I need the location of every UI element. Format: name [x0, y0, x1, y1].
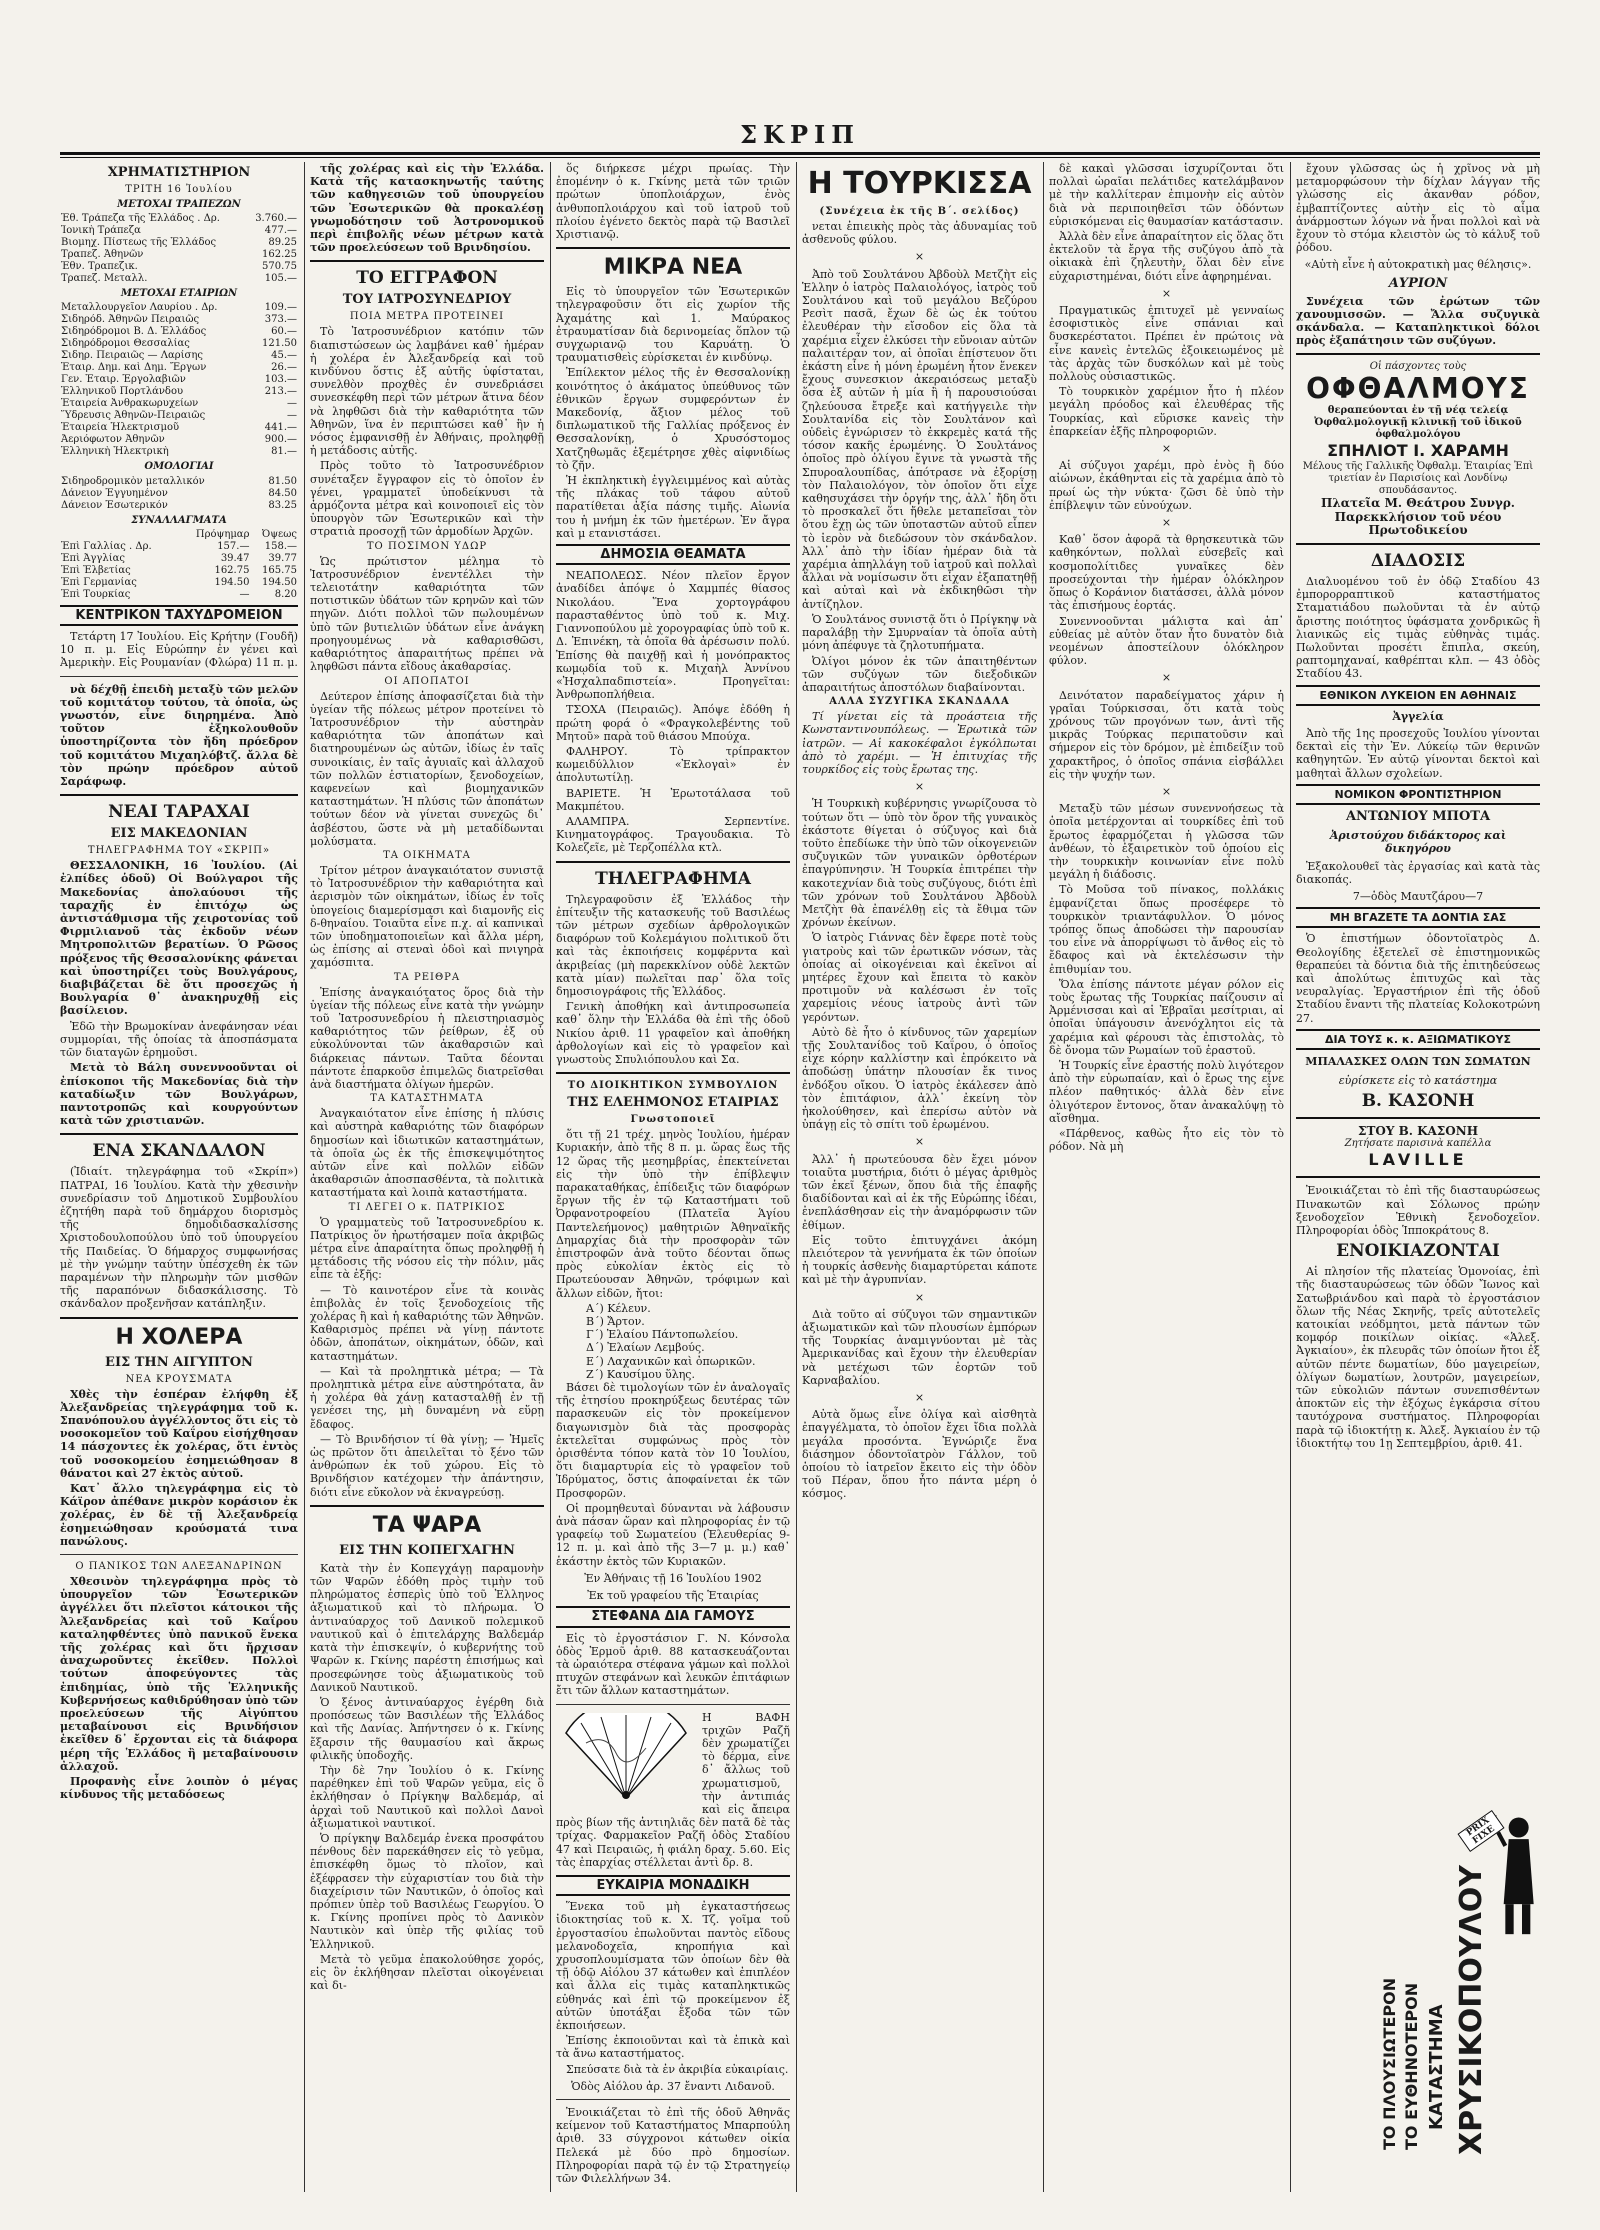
table-cell-name: Ἐθν. Τραπεζικ.: [61, 261, 138, 273]
article-text: — Τὸ καινοτέρον εἶνε τὰ κοινὰς ἐπιβολὰς ἐν τοῖς ξενοδοχείοις τῆς χολέρας ἢ καὶ ἡ καθαριότης τῶν Ἀθηνῶν. Καθαρισμὸς πρέπει νὰ γίνῃ πάντοτε ὁδῶν, ἀποπάτων, οἰκημάτων, ὁδῶν, καὶ καταστημάτων.: [310, 1283, 544, 1363]
notice-text: Βάσει δὲ τιμολογίων τῶν ἐν ἀναλογαῖς τῆς ἐτησίου προκηρύξεως δευτέρας τῶν παρασκευῶν εἰς τὸν προκείμενον διαγωνισμὸν διὰ τὰς προσφορὰς ἐκτελεῖται συμφώνως πρὸς τὸν ὁρισθέντα τόπον κατὰ τὸν 10 Ἰουλίου, ὅτι διαμαρτυρία εἰς τὸ γραφεῖον τοῦ Ἱδρύματος, ὅστις ἀποφαίνεται ἐκ τῶν Προσφορῶν.: [556, 1381, 790, 1500]
market-title: ΧΡΗΜΑΤΙΣΤΗΡΙΟΝ: [107, 165, 251, 180]
notice-text: Οἱ προμηθευταὶ δύνανται νὰ λάβουσιν ἀνὰ πάσαν ὥραν καὶ πληροφορίας ἐν τῷ γραφείῳ τοῦ Σωματείου (Ἐλευθερίας 9-12 π. μ. καὶ ἀπὸ τῆς 3—7 μ. μ.) καθ᾽ ἑκάστην ἐκτὸς τῶν Κυριακῶν.: [556, 1501, 790, 1568]
table-row: [60, 249, 298, 261]
subhead-posimo: ΤΟ ΠΟΣΙΜΟΝ ΥΔΩΡ: [366, 540, 488, 552]
ad-line: ΣΤΟΥ Β. ΚΑΣΟΝΗ: [1357, 1124, 1479, 1139]
divider: [60, 1133, 298, 1135]
article-text: Μεταξὺ τῶν μέσων συνεννοήσεως τὰ ὁποῖα μετέρχονται αἱ τουρκίδες ἐπὶ τοῦ ἔρωτος ἐφαρμόζεται ἡ γλῶσσα τῶν ἀνθέων, τὸ ἐξαιρετικὸν τοῦ ὁποίου εἰς τὴν τουρκικὴν κοινωνίαν εἶνε πολὺ μεγάλη ἡ διάδοσις.: [1049, 802, 1284, 882]
table-cell-value: —: [287, 398, 297, 410]
table-row: [60, 237, 298, 249]
table-row: [60, 410, 298, 422]
list-item: Δ΄) Ἐλαίων Λεμβούς.: [586, 1341, 705, 1355]
masthead: [60, 120, 1540, 150]
table-cell-name: Σιδηρόδρομοι Β. Δ. Ἑλλάδος: [61, 326, 207, 338]
divider: [60, 794, 298, 796]
headline-eukairia: ΕΥΚΑΙΡΙΑ ΜΟΝΑΔΙΚΗ: [556, 1875, 790, 1896]
table-cell-name: Ἑλληνικοῦ Πορτλάνδου: [61, 386, 184, 398]
table-row: [60, 386, 298, 398]
headline-telegram: ΤΗΛΕΓΡΑΦΗΜΑ ΤΟΥ «ΣΚΡΙΠ»: [87, 845, 271, 857]
divider: [1296, 353, 1540, 355]
subhead-apopatoi: ΟΙ ΑΠΟΠΑΤΟΙ: [384, 675, 470, 687]
list-item: Β΄) Ἄρτον.: [586, 1315, 645, 1329]
fan-illustration: [556, 1713, 696, 1803]
article-text: Μετὰ τὸ γεῦμα ἐπακολούθησε χορός, εἰς ὃν ἐκλήθησαν πλεῖσται οἰκογένειαι καὶ δι-: [310, 1952, 544, 1993]
article-text: Τηλεγραφοῦσιν ἐξ Ἑλλάδος τὴν ἐπίτευξιν τῆς κατασκευῆς τοῦ Βασιλέως τῶν μέτρων σχεδίων ἀρθρολογικῶν διαφόρων τοῦ Κολεμάγιου πολιτικοῦ ὅτι καὶ τὰς ἐκποιήσεις κομφέρντα καὶ ἀκριβείας (μὴ παρεκκλίνον οὐδὲ λεκτῶν κατὰ μίαν) πωλεῖται παρ᾽ ὅλα τοῖς δημοσιογράφοις τῆς Ἑλλάδος.: [556, 892, 790, 998]
divider: [60, 1317, 298, 1319]
ad-text: Ἐπίσης ἐκποιοῦνται καὶ τὰ ἐπικὰ καὶ τὰ ἄνω καταστήματος.: [556, 2034, 790, 2061]
article-text: Ἀλλὰ δὲν εἶνε ἀπαραίτητον εἰς ὅλας ὅτι ἐκτελοῦν τὰ ἔργα τῆς συζύγου ἀπὸ τὰ οἰκιακὰ ἐπὶ ζηλευτὴν, ὅλαι δὲν εἶνε εὐχαριστημέναι, διότι εἶνε ἀφηρημέναι.: [1049, 230, 1284, 283]
table-cell-value: 89.25: [268, 237, 297, 249]
table-row: [60, 476, 298, 488]
ad-text: Ἕνεκα τοῦ μὴ ἐγκαταστήσεως ἰδιοκτησίας τοῦ κ. Χ. Τζ. γοῖμα τοῦ ἐργοστασίου ἐπωλοῦνται παντὸς εἴδους μελανοδοχεῖα, κηροπήγια καὶ χρυσοπλουμίσματα τῶν ὁποίων δὲν θὰ τῇ ὁδῷ Αἰόλου 37 κάτωθεν καὶ ἐπιπλέον καὶ ἄλλα εἰς τιμὰς καταπληκτικῶς εὐθηνάς καὶ ἐπὶ τῷ προκείμενον ἐξ αὐτῶν ὑποτάξαι ἔξοδα τῶν τῶν ἐκποιήσεων.: [556, 1900, 790, 2032]
subhead-katastimata: ΤΑ ΚΑΤΑΣΤΗΜΑΤΑ: [370, 1093, 484, 1105]
post-text: Τετάρτη 17 Ἰουλίου. Εἰς Κρήτην (Γουδῆ) 10 π. μ. Εἰς Εὐρώπην ἐν γένει καὶ Ἀμερικὴν. Εἰς Ρουμανίαν (Φλώρα) 11 π. μ.: [60, 630, 298, 670]
headline-avrion: ΑΥΡΙΟΝ: [1388, 275, 1448, 291]
table-cell-name: Ἑταιρεία Ἠλεκτρισμοῦ: [61, 422, 180, 434]
table-row: [60, 565, 298, 577]
table-row: [60, 446, 298, 458]
table-cell-value: —: [239, 588, 250, 600]
column-divider: [1043, 162, 1044, 2192]
section-companies: ΜΕΤΟΧΑΙ ΕΤΑΙΡΙΩΝ: [120, 288, 238, 300]
article-text: Ὁ ἰατρὸς Γιάννας δὲν ἔφερε ποτὲ τοὺς γιατροὺς καὶ τῶν ἐρωτικῶν νόσων, τὰς ὁποίας αἱ οἰκογένειαι καὶ ἐκεῖνοι αἱ μητέρες ἔχουν καὶ ἔπειτα τὸ κακὸν προτιμοῦν νὰ καλέσωσι ἐν τοῖς χαρεμίοις νέους ἰατροὺς ἀντὶ τῶν γερόντων.: [802, 931, 1037, 1024]
table-row: [60, 350, 298, 362]
headline-mi-vgazete: ΜΗ ΒΓΑΖΕΤΕ ΤΑ ΔΟΝΤΙΑ ΣΑΣ: [1296, 907, 1540, 928]
article-text: Συνέχεια τῶν ἐρώτων τῶν χανουμισσῶν. — Ἄλλα συζυγικὰ σκάνδαλα. — Καταπληκτικοὶ δόλοι πρὸς ἐξαπάτησιν τῶν συζύγων.: [1296, 294, 1540, 348]
article-text: Ἐπίλεκτον μέλος τῆς ἐν Θεσσαλονίκῃ κοινότητος ὁ ἀκάματος ὑπεύθυνος τῶν ἐθνικῶν ἔργων συμφερόντων ἐν Μακεδονίᾳ, ἄξιον μέλος τοῦ διπλωματικοῦ τῆς Γαλλίας πρόξενος ἐν Θεσσαλονίκῃ, ὁ Χρυσόστομος Χατζηθωμᾶς ἐξεμέτρησε χθὲς αἰφνιδίως τὸ ζῆν.: [556, 366, 790, 472]
table-cell-name: Βιομηχ. Πίστεως τῆς Ἑλλάδος: [61, 237, 217, 249]
table-row: [60, 314, 298, 326]
article-text: ΤΣΟΧΑ (Πειραιῶς). Ἀπόψε ἐδόθη ἡ πρώτη φορά ὁ «Φραγκολεβέντης τοῦ Μητοῦ» παρὰ τοῦ θιάσου Μπούχα.: [556, 703, 790, 743]
table-row: [60, 488, 298, 500]
section-mark: ×: [1161, 671, 1172, 685]
ad-text: Εἰς τὸ ἐργοστάσιον Γ. Ν. Κόνσολα ὁδὸς Ἑρμοῦ ἀριθ. 88 κατασκευάζονται τὰ ὡραιότερα στέφανα γάμων καὶ πολλοὶ πτυχῶν στεφάνων καὶ λευκῶν ἐπιτάφιων ἔτι τῶν ἄλλων καταστημάτων.: [556, 1631, 790, 1698]
headline-axiomatikous: ΔΙΑ ΤΟΥΣ κ. κ. ΑΞΙΩΜΑΤΙΚΟΥΣ: [1296, 1029, 1540, 1050]
ad-line: Μέλους τῆς Γαλλικῆς Ὀφθαλμ. Ἑταιρίας Ἐπὶ τριετίαν ἐν Παρισίοις καὶ Λονδίνῳ σπουδάσαντος.: [1302, 461, 1534, 497]
quote: «Αὐτὴ εἶνε ἡ αὐτοκρατικὴ μας θέλησις».: [1304, 258, 1532, 272]
table-cell-value: 39.47: [220, 552, 250, 564]
article-text: Κατὰ τὴν ἐν Κοπεγχάγῃ παραμονὴν τῶν Ψαρῶν ἐδόθη πρὸς τιμὴν τοῦ πληρώματος ἑσπερὶς ὑπὸ τοῦ Ἑλληνος ἀξιωματικοῦ καὶ τὸ πλήρωμα. Ὁ ἀντιναύαρχος τοῦ Δανικοῦ πολεμικοῦ ναυτικοῦ καὶ ὁ ἐπιτελάρχης Βαλδεμάρ κατὰ τὴν ἐπισκεψίν, ὁ κυβερνήτης τοῦ Ψαρῶν κ. Γκίνης παρέστη ἐπισήμως καὶ προσεφώνησε τοὺς ἀξιωματικοὺς τοῦ Δανικοῦ Ναυτικοῦ.: [310, 1561, 544, 1694]
table-row: [60, 541, 298, 553]
ad-brand: ΧΡΥΣΙΚΟΠΟΥΛΟΥ: [1454, 1864, 1489, 2155]
table-cell-value: 81.—: [271, 446, 297, 458]
article-text: δὲ κακαὶ γλῶσσαι ἰσχυρίζονται ὅτι πολλαὶ ὡραῖαι πελάτιδες κατελάμβανον μὲ τὴν καλλίτεραν ἐπιμονὴν εἰς αὐτὸν διὰ νὰ περιποιηθεῖσι τῶν ὀδόντων εὑρισκόμεναι εἰς θαυμασίαν κατάστασιν.: [1049, 162, 1284, 228]
table-cell-name: Ἐπὶ Τουρκίας: [61, 588, 131, 600]
ad-line: Ἀριστούχου διδάκτορος καὶ δικηγόρου: [1329, 829, 1507, 856]
post-title: ΚΕΝΤΡΙΚΟΝ ΤΑΧΥΔΡΟΜΕΙΟΝ: [60, 605, 298, 626]
headline-diadosis: ΔΙΑΔΟΣΙΣ: [1370, 551, 1466, 572]
column-1: [60, 162, 298, 2192]
chrysikopoulos-ad: [1380, 1800, 1540, 2160]
table-cell-value: 570.75: [262, 261, 297, 273]
ad-text: Ἀπὸ τῆς 1ης προσεχοῦς Ἰουλίου γίνονται δεκταὶ εἰς τὴν Ἐν. Λύκείῳ τῶν θερινῶν καθηγητῶν. Ἐν αὐτῷ γίνονται δεκτοὶ καὶ μαθηταὶ ἄλλων σχολείων.: [1296, 727, 1540, 780]
ad-doctor-name: ΣΠΗΛΙΟΤ Ι. ΧΑΡΑΜΗ: [1327, 441, 1509, 461]
article-text: Γενικὴ ἀποθήκη καὶ ἀντιπροσωπεία καθ᾽ ὅλην τὴν Ἑλλάδα θὰ ἐπὶ τῆς ὁδοῦ Νικίου ἀριθ. 11 γραφεῖον καὶ ἀποθήκη ἀρθολογίων καὶ εἰς τὸ γραφεῖον καὶ γνωστοὺς Σπυλιόπουλου καὶ Σα.: [556, 1000, 790, 1066]
ad-text: Η ΒΑΦΗ τριχῶν Ραζῆ δὲν χρωματίζει τὸ δέρμα, εἶνε δ᾽ ἄλλως τοῦ χρωματισμοῦ, τὴν ἀντιπιάς καὶ εἰς ἄπειρα πρὸς βίων τῆς ἀντιηλιᾶς δὲν πατᾶ δὲ τὰς τρίχας. Φαρμακεῖον Ραζῆ ὁδὸς Σταδίου 47 καὶ Πειραιῶς, ἡ φιάλη δραχ. 5.60. Εἰς τὰς ἐπαρχίας στέλλεται ἀντὶ δρ. 8.: [556, 1710, 790, 1869]
ad-headline: ΟΦΘΑΛΜΟΥΣ: [1306, 372, 1530, 406]
laville-ad: [1296, 1125, 1540, 1170]
list-item: Α΄) Κέλευν.: [586, 1301, 651, 1315]
article-text: ΒΑΡΙΕΤΕ. Ἡ Ἐρωτοτάλασα τοῦ Μακμπέτου.: [556, 786, 790, 813]
ad-address: Πλατεῖα Μ. Θεάτρου Συνγρ. Παρεκκλήσιον τοῦ νέου Πρωτοδικείου: [1321, 496, 1515, 537]
table-cell-name: Γεν. Ἑταιρ. Ἐργολαβιῶν: [61, 374, 186, 386]
table-cell-value: 39.77: [268, 552, 297, 564]
article-text: Εἰς τοῦτο ἐπιτυγχάνει ἀκόμη πλειότερον τὰ γεννήματα ἐκ τῶν ὁποίων ἡ τουρκίς ἀσθενὴς διαμαρτύρεται κάποτε καὶ μὲ τὴν ἀγρυπνίαν.: [802, 1233, 1037, 1287]
article-text: Ὡς πρώτιστον μέλημα τὸ Ἰατροσυνέδριον ἐνεντέλλει τὴν τελειοτάτην καθαριότητα τῶν ποτιστικῶν ὑδάτων τῶν κρηνῶν καὶ τῶν πηγῶν. Διότι πολλοὶ τῶν πωλουμένων ὑπὸ τῶν βυτιελιῶν ὑδάτων εἶνε ἀνάγκη προηγουμένως νὰ καθαρισθῶσι, καθαριότητος ἀπαραιτήτως πρέπει νὰ ληφθῶσι πάντα εἴδους ἀκαθαρσίας.: [310, 554, 544, 674]
headline-synexeia: (Συνέχεια ἐκ τῆς Β΄. σελίδος): [819, 206, 1020, 217]
notice-text: ὅτι τῇ 21 τρέχ. μηνὸς Ἰουλίου, ἡμέραν Κυριακήν, ἀπὸ τῆς 8 π. μ. ὥρας ἕως τῆς 12 ὥρας τῆς μεσημβρίας, ἐπεκτείνεται εἰς τὴν ὑπὸ τὴν ἐπίβλεψιν παρακαταθήκας, ἐπίδειξις τῶν διαφόρων ἔργων τῆς ἐν τῷ Καταστήματι τοῦ Ὀρφανοτροφείου (Πλατεῖα Ἁγίου Παντελεήμονος) μαθητριῶν Ἀθηναϊκῆς Δημαρχίας διὰ τὴν προσφορὰν τῶν ἐπιστροφῶν ἀνὰ τοῦτο δέονται ὅπως πρὸς εὐκολίαν ἐκτὸς εἰς τὸ Πρωτεύουσαν Ἀθηνῶν, τρόφιμων καὶ ἄλλων εἰδῶν, ἤτοι:: [556, 1128, 790, 1300]
ad-text: Διαλυομένου τοῦ ἐν ὁδῷ Σταδίου 43 ἐμπορορραπτικοῦ καταστήματος Σταματιάδου πωλοῦνται τὰ ἐν αὐτῷ ἄριστης ποιότητος ὑφάσματα χονδρικῶς ἢ λιανικῶς εἰς τιμὰς εὐθηνὰς τιμάς. Πωλοῦνται προσέτι ἔπιπλα, σκεύη, ραπτομηχαναί, καθρέπται κλπ. — 43 ὁδὸς Σταδίου 43.: [1296, 575, 1540, 681]
divider: [556, 1072, 790, 1074]
article-text: Τί γίνεται εἰς τὰ προάστεια τῆς Κωνσταντινουπόλεως. — Ἐρωτικὰ τῶν ἰατρῶν. — Αἱ κακοκέφαλοι ἐγκόλπωται ἀπὸ τὸ χαρέμι. — Ἡ ἐπιτυχίας τῆς τουρκίδος εἰς τοὺς ἔρωτας της.: [802, 710, 1037, 776]
article-text: ὅς διήρκεσε μέχρι πρωίας. Τὴν ἐπομένην ὁ κ. Γκίνης μετὰ τῶν τριῶν πρώτων ὑποπλοιάρχων, ἐνὸς ἀνθυποπλοιάρχου καὶ τοῦ ἰατροῦ τοῦ πλοίου ἐγένετο δεκτὸς παρὰ τῷ Βασιλεῖ Χριστιανῷ.: [556, 162, 790, 242]
ad-address: Ὁδὸς Αἰόλου ἀρ. 37 ἔναντι Λιδανοῦ.: [571, 2079, 775, 2093]
headline-makedonia: ΕΙΣ ΜΑΚΕΔΟΝΙΑΝ: [110, 826, 248, 842]
headline-gnostopoiei: Γνωστοποιεῖ: [630, 1114, 716, 1126]
table-cell-value: 373.—: [264, 314, 297, 326]
article-text: ΘΕΣΣΑΛΟΝΙΚΗ, 16 Ἰουλίου. (Αἱ ἐλπίδες ὁδοῦ) Οἱ Βούλγαροι τῆς Μακεδονίας ἀπολαύουσι τῆς ταραχῆς ἐν ἐπιτόχῳ ὡς ἀντιστάθμισμα τῆς χειροτονίας τοῦ Φιρμιλιανοῦ τὰς ἐκδοῦν νέων Μητροπολιτῶν βερατίων. Ὁ Ρῶσος πρόξενος τῆς Θεσσαλονίκης φάνεται καὶ ὑποστηρίζει τοὺς Βουλγάρους, διαβιβάζεται δὲ ὅτι προσεχῶς ἡ Βουλγαρία θ᾽ ἀνακηρυχθῇ εἰς βασίλειον.: [60, 859, 298, 1018]
article-text: ἔχουν γλῶσσας ὡς ἡ χρῖνος νὰ μὴ μεταμορφώσουν τὴν δίχλαν λάγγαν τῆς γλώσσης εἰς ἀκανθαν ρόδον, ἐμβαπτίζοντες αὐτὴν εἰς τὸ αἷμα ἀνάρμοστων λόγων νὰ ἧναι πολλοὶ καὶ νὰ ἔχουν τὸ στόμα κλειστὸν ὡς τὸ κάλυξ τοῦ ῥόδου.: [1296, 162, 1540, 255]
headline-eggrafon: ΤΟ ΕΓΓΡΑΦΟΝ: [356, 268, 498, 289]
table-cell-name: Δάνειον Ἐσωτερικόν: [61, 499, 168, 511]
article-text: Αἱ σύζυγοι χαρέμι, πρὸ ἑνὸς ἢ δύο αἰώνων, ἐκάθηνται εἰς τὰ χαρέμια ἀπὸ τὸ πρωί ὡς τὴν νύκτα· ζῶσι δὲ ὑπὸ τὴν ἐπίβλεψιν τῶν εὐνούχων.: [1049, 459, 1284, 512]
subhead-reithra: ΤΑ ΡΕΙΘΡΑ: [393, 971, 461, 983]
column-6: [1296, 162, 1540, 1792]
article-text: Εἰς τὸ ὑπουργεῖον τῶν Ἐσωτερικῶν τηλεγραφοῦσιν ὅτι εἰς χωρίον τῆς Ἀχαμάτης καὶ 1. Μαύρακος ἐτραυματίσαν διὰ δερινομείας ὅπλον τῷ συγχωριανῷ του Καρυάτῃ. Ὁ τραυματισθεὶς εὑρίσκεται ἐν κινδύνῳ.: [556, 285, 790, 365]
section-mark: ×: [1161, 286, 1172, 300]
masthead-title: ΣΚΡΙΠ: [740, 120, 860, 149]
table-row: [60, 398, 298, 410]
article-text: Τὴν δὲ 7ην Ἰουλίου ὁ κ. Γκίνης παρέθηκεν ἐπὶ τοῦ Ψαρῶν γεῦμα, εἰς ὃ ἐκλήθησαν ὁ Πρίγκηψ Βαλδεμάρ, αἱ ἀρχαὶ τοῦ Ναυτικοῦ καὶ πολλοὶ Δανοὶ ἀξιωματικοὶ ναυτικοί.: [310, 1763, 544, 1830]
headline-stefana: ΣΤΕΦΑΝΑ ΔΙΑ ΓΑΜΟΥΣ: [556, 1606, 790, 1627]
column-divider: [796, 162, 797, 2192]
divider: [556, 861, 790, 863]
table-row: [60, 213, 298, 225]
article-text: Δεινότατον παραδείγματος χάριν ἡ γραῖαι Τούρκισσαι, ὅτι κατὰ τοὺς χρόνους τῶν προγόνων των, ἀντὶ τῆς μικρᾶς Τούρκας περιπατοῦσιν καὶ σήμερον εἰς τὸν δρόμον, μὲ ἐπιδείξιν τοῦ χαρακτῆρος, ὁ ὁποῖος σπάνια εἰσβάλλει εἰς τὴν ψυχήν των.: [1049, 688, 1284, 781]
ad-text: Αἱ πλησίον τῆς πλατείας Ὁμονοίας, ἐπὶ τῆς διασταυρώσεως τῶν ὁδῶν Ἴωνος καὶ Σατωβριάνδου καὶ παρὰ τὸ ἐργοστάσιον ὅλων τῆς Νέας Σκηνῆς, τρεῖς αὐτοτελεῖς κατοικίαι νεόδμητοι, μετὰ πάντων τῶν κομφόρ ποικίλων οἰκίας. «Ἁλεξ. Ἀγκιαίου», ἐκ πλευρᾶς τῶν ὁποίων ἤτοι ἐξ αὐτῶν πέντε δωματίων, δύο μαγειρείων, ὀλίγων δωματίων, λουτρῶν, μαγειρείων, τῶν εὐκολιῶν πάντων συνεπισθέντων ἀποκτῶν εἰς τὴν ἐξόχως ἐγκάρσια σίτου ταυτόχρονα συστήματος. Πληροφορίαι παρὰ τῷ ἰδιοκτήτῃ κ. Ἀλεξ. Ἀγκιαίου ἐν τῷ ἰδιοκτήτῳ του 1ῃ Σεπτεμβρίου, ἀριθ. 41.: [1296, 1265, 1540, 1450]
masthead-rule: [60, 152, 1540, 155]
table-cell-value: 60.—: [271, 326, 297, 338]
column-5: [1049, 162, 1284, 2192]
fx-header: Ὀψεως: [262, 528, 297, 540]
headline-mpota: ΑΝΤΩΝΙΟΥ ΜΠΟΤΑ: [1345, 809, 1491, 825]
article-text: — Καὶ τὰ προληπτικὰ μέτρα; — Τὰ προληπτικὰ μέτρα εἶνε αὐστηρότατα, ἂν ἡ χολέρα θὰ χάνῃ κατασταλθῇ ἐν τῇ γενέσει της, μὴ δυναμένη νὰ εὕρῃ ἔδαφος.: [310, 1364, 544, 1431]
column-4: [802, 162, 1037, 2192]
table-cell-name: Ἐπὶ Ἀγγλίας: [61, 552, 125, 564]
ad-text: Ὁ ἐπιστήμων ὀδοντοϊατρὸς Δ. Θεολογίδης ἐξετελεῖ σὲ ἐπιστημονικῶς θεραπεύει τὰ δόντια διὰ τῆς ἐπιτηδεύσεως καὶ ἀπολύτως ἐπιτυχῶς καὶ τὰς νευραλγίας. Ἐργαστήριον ἐπὶ τῆς ὁδοῦ Σταδίου ἔναντι τῆς πλατείας Κολοκοτρώνη 27.: [1296, 932, 1540, 1025]
table-cell-value: 158.—: [264, 540, 297, 552]
column-divider: [550, 162, 551, 2192]
article-text: Κατ᾽ ἄλλο τηλεγράφημα εἰς τὸ Κάϊρον ἀπέθανε μικρὸν κοράσιον ἐκ χολέρας, ἐν δὲ τῇ Ἀλεξανδρείᾳ ἐσημειώθησαν κρούσματά τινα πανώλους.: [60, 1481, 298, 1548]
table-row: [60, 261, 298, 273]
divider: [60, 1554, 298, 1555]
supplies-list: [556, 1302, 790, 1381]
ad-line: ΚΑΤΑΣΤΗΜΑ: [1426, 2004, 1447, 2130]
table-cell-value: 8.20: [274, 588, 297, 600]
table-cell-name: Τραπεζ. Ἀθηνῶν: [61, 249, 144, 261]
headline-kasoni: Β. ΚΑΣΟΝΗ: [1361, 1091, 1475, 1112]
headline-poia-metra: ΠΟΙΑ ΜΕΤΡΑ ΠΡΟΤΕΙΝΕΙ: [349, 311, 505, 323]
headline-panikos: Ο ΠΑΝΙΚΟΣ ΤΩΝ ΑΛΕΞΑΝΔΡΙΝΩΝ: [75, 1560, 283, 1572]
fx-table: [60, 529, 298, 601]
table-cell-name: Ἐπὶ Ἑλβετίας: [61, 564, 131, 576]
headline-lykeion: ΕΘΝΙΚΟΝ ΛΥΚΕΙΟΝ ΕΝ ΑΘΗΝΑΙΣ: [1296, 685, 1540, 706]
table-cell-value: 194.50: [262, 576, 297, 588]
article-text: Διὰ τοῦτο αἱ σύζυγοι τῶν σημαντικῶν ἀξιωματικῶν καὶ τῶν πλουσίων ἐμπόρων τῆς Τουρκίας ἀναμιγνύονται μὲ τὰς Ἀμερικανίδας καὶ ἔχουν τὴν ἐλευθερίαν νὰ μετέχωσι τῶν ἑορτῶν τοῦ Καρναβαλίου.: [802, 1307, 1037, 1387]
bank-shares-table: [60, 213, 298, 285]
article-text: Αὐτὰ ὅμως εἶνε ὀλίγα καὶ αἰσθητὰ ἐπαγγέλματα, τὸ ὁποῖον ἔχει ἴδια πολλὰ μεγάλα προσόντα. Ἐγνώριζε ἕνα διάσημον ὀδοντοϊατρὸν Γάλλον, τοῦ ὁποίου τὸ ἰατρεῖον ἔκειτο εἰς τὴν ὁδὸν τοῦ Πέραν, ὅπου ἦτο πάντα μέρη ὁ κόσμος.: [802, 1408, 1037, 1501]
article-text: Ὁ ξένος ἀντιναύαρχος ἐγέρθη διὰ προπόσεως τῶν Βασιλέων τῆς Ἑλλάδος καὶ τῆς Δανίας. Ἀπήντησεν ὁ κ. Γκίνης ἔξαρσιν τῆς θαυμασίου καὶ ἄκρως φιλικῆς ὑποδοχῆς.: [310, 1695, 544, 1762]
ad-line: ΤΟ ΕΥΘΗΝΟΤΕΡΟΝ: [1402, 1982, 1421, 2150]
headline-eleimonos: ΤΗΣ ΕΛΕΗΜΟΝΟΣ ΕΤΑΙΡΙΑΣ: [567, 1095, 779, 1111]
article-text: Αὐτὸ δὲ ἦτο ὁ κίνδυνος τῶν χαρεμίων τῆς Σουλτανίδος τοῦ Καΐρου, ὁ ὁποῖος εἶχε κόρην καλλίστην καὶ ἐπρόκειτο νὰ ἀποδώσῃ ὑπάτην πλουσίαν ἔκ τινος ἐνδόξου οἴκου. Ὁ ἰατρὸς ἐκάλεσεν ἀπὸ τὸν ἐπιτάφιον, ἀλλ᾽ ἐκείνη τὸν ἠκολούθησεν, καὶ ἐπερίσω αὐτὸν νὰ ὑπάγῃ εἰς τὸ σπίτι τοῦ ἐρωμένου.: [802, 1025, 1037, 1132]
divider: [1296, 543, 1540, 545]
section-mark: ×: [1161, 784, 1172, 798]
article-text: Τὸ Ἰατροσυνέδριον κατόπιν τῶν διαπιστώσεων ὡς λαμβάνει καθ᾽ ἡμέραν ἡ χολέρα ἐν Ἀλεξανδρείᾳ καὶ τοῦ κινδύνου ὅστις ἐξ αὐτῆς ὑφίσταται, συνελθὸν προχθὲς ἐν συνεδριάσει συνεσκέφθη περὶ τῶν μέτρων ἅτινα δέον νὰ ληφθῶσι διὰ τὴν καθαριότητα τῶν Ἀθηνῶν, ἵνα ἐν περιπτώσει καθ᾽ ἣν ἡ νόσος ἐμφανισθῇ ἐν Ἀθήναις, προληφθῇ ἡ μετάδοσις αὐτῆς.: [310, 325, 544, 458]
loans-table: [60, 476, 298, 512]
table-row: [60, 500, 298, 512]
table-cell-value: 81.50: [268, 475, 297, 487]
article-text: Πραγματικῶς ἐπιτυχεῖ μὲ γενναίως ἐσοφιστικὸς εἶνε σπάνιαι καὶ δυσκερέστατοι. Πρέπει ἐν πρώτοις νὰ εἶνε κανεὶς ἐντελῶς ἐξοικειωμένος μὲ τὰς ἀρχὰς τῶν δυσκόλων καὶ μὲ τοὺς πολλοὺς οὐσιαστικῶς.: [1049, 304, 1284, 384]
subhead-alla-skandala: ΑΛΛΑ ΣΥΖΥΓΙΚΑ ΣΚΑΝΔΑΛΑ: [829, 696, 1010, 708]
table-cell-value: 900.—: [264, 434, 297, 446]
ad-text: Ἐνοικιάζεται τὸ ἐπὶ τῆς ὁδοῦ Ἀθηνᾶς κείμενον τοῦ Καταστήματος Μπαρπούλη ἀριθ. 33 σύγχρονοι κάτωθεν οἰκία Πελεκά μὲ δύο πρὸ δημοσίων. Πληροφορίαι παρὰ τῷ ἐν τῷ Στρατηγείῳ τῶν Φιλελλήνων 34.: [556, 2106, 790, 2186]
article-text: Ὀλίγοι μόνον ἐκ τῶν ἀπαιτηθέντων τῶν συζύγων τῶν διεξοδικῶν ἀπαραιτήτως ἀποστόλων διαβαίνονται.: [802, 654, 1037, 694]
article-text: Ὁ γραμματεὺς τοῦ Ἰατροσυνεδρίου κ. Πατρίκιος ὅν ἠρωτήσαμεν ποῖα ἀκριβῶς μέτρα εἶνε ἀπαραίτητα ὅπως προληφθῇ ἡ μετάδοσις τῆς νόσου εἰς τὴν πόλιν, μᾶς εἶπε τὰ ἑξῆς:: [310, 1215, 544, 1282]
table-row: [60, 362, 298, 374]
table-cell-value: 105.—: [264, 273, 297, 285]
table-cell-value: 45.—: [271, 350, 297, 362]
table-row: [60, 225, 298, 237]
headline-kopegxagi: ΕΙΣ ΤΗΝ ΚΟΠΕΓΧΑΓΗΝ: [339, 1542, 515, 1558]
table-cell-value: —: [287, 410, 297, 422]
table-cell-value: 121.50: [262, 338, 297, 350]
table-cell-value: 162.75: [214, 564, 250, 576]
section-mark: ×: [914, 250, 925, 264]
headline-neai-taraxai: ΝΕΑΙ ΤΑΡΑΧΑΙ: [108, 802, 250, 823]
divider: [556, 1704, 790, 1705]
table-cell-name: Ὕδρευσις Ἀθηνῶν-Πειραιῶς: [61, 410, 206, 422]
table-cell-value: 157.—: [217, 540, 250, 552]
ad-line: Οἱ πάσχοντες τοὺς: [1369, 361, 1467, 373]
table-cell-value: 84.50: [268, 487, 297, 499]
table-cell-name: Ἐπὶ Γαλλίας . Δρ.: [61, 540, 152, 552]
article-text: Ὅλα ἐπίσης πάντοτε μέγαν ρόλον εἰς τοὺς ἔρωτας τῆς Τουρκίας παίζουσιν αἱ Ἀρμένισσαι καὶ αἱ Ἑβραῖαι μεσίτριαι, αἱ ὁποῖαι ὑπάγουσιν ἀνενόχλητοι εἰς τὰ χαρέμια καὶ φέρουσι τὰς ἐπιστολὰς, τὸ δὲ ὄνομα τῶν Ρωμαίων τοῦ ἐραστοῦ.: [1049, 977, 1284, 1057]
article-text: «Πάρθενος, καθὼς ἦτο εἰς τὸν τὸ ρόδον. Νὰ μὴ: [1049, 1127, 1284, 1154]
article-text: (Ἰδιαίτ. τηλεγράφημα τοῦ «Σκρίπ») ΠΑΤΡΑΙ, 16 Ἰουλίου. Κατὰ τὴν χθεσινὴν συνεδρίασιν τοῦ Δημοτικοῦ Συμβουλίου ἐζητήθη παρὰ τοῦ δημάρχου διορισμὸς τῆς δημοδιδασκαλίσσης Χριστοδουλοπούλου ὑπὸ τοῦ ὑπουργείου τῆς Παιδείας. Ὁ δήμαρχος συμφωνήσας μὲ τὴν γνώμην ταύτην ὑπέσχεθη ἐκ τῶν παραμένων τὴν πληρωμὴν τῶν μισθῶν τῆς παραπόνων διδασκάλισσης. Τὸ σκάνδαλον προξενῆσαν κατάπληξιν.: [60, 1165, 298, 1311]
table-cell-name: Ἀεριόφωτον Ἀθηνῶν: [61, 434, 165, 446]
headline-tourkissa: Η ΤΟΥΡΚΙΣΣΑ: [807, 166, 1032, 201]
headline-tilegrafima: ΤΗΛΕΓΡΑΦΗΜΑ: [595, 868, 751, 889]
article-text: Ἀπὸ τοῦ Σουλτάνου Ἀβδοὺλ Μετζὴτ εἰς Ἑλλην ὁ ἰατρὸς Παλαιολόγος, ἰατρὸς τοῦ Σουλτάνου καὶ τοῦ μεγάλου Βεζύρου Ρεσὶτ πασᾶ, ἔχων δὲ ὡς ἐκ τούτου ἐλευθέραν τὴν εἴσοδον εἰς ὅλα τὰ χαρέμια εἶχεν ἐλκύσει τὴν εὔνοιαν αὐτῶν παλαιτέραν τον, αἱ ὁποῖαι ἐπίστευον ὅτι ἐκάστη εἶνε ἡ μόνη ἐρωμένη ἦτον ἕνεκεν ἔχους συνεσκιον ἀκεραιόσεως μεταξὺ ὅσα ἐξ αὐτῶν ἡ μία ἢ ἡ παρουσιούσαι ζηλεύουσα ἔτρεξε καὶ κατήγγειλε τὴν Σουλτανίδα εἰς τὸν Σουλτάνον καὶ οὐδεὶς ἐγνώρισεν τὸ ἐκκρεμὲς κατά τῆς τόσον κακῆς ἐρωμένης. Ὁ Σουλτάνος ὁποῖος πρὸ ὀλίγου ἔγινε τὰ γνωστὰ τῆς Σπυροαλουπίδας, ἀπότρασε νὰ ἐξορίσῃ τὸν Παλαιολόγον, τὸν ὁποῖον ὅτι εἶχε καθησυχάσει τὴν ὀργήν της, ἀλλ᾽ ἤδη ὅτι τὸ προσκαλεῖ ὅτι ἤθελε μεταπεῖσαι τὸν ὅτου ἔχῃ ὡς τῶν ὑποταστῶν αὐτοῦ εἶπεν τὸ ἰερὸν νὰ διεδώσουν τὸν σκάνδαλον. Ἀλλ᾽ ἀπὸ τὴν ἰδίαν ἡμέραν διὰ τὰ χαρέμια ἀπηλλάγη τοῦ ἰατροῦ καὶ πολλαὶ ἄλλαι νὰ νομίσωσιν ὅτι εἶχαν ἐξαπατηθῇ καὶ αὐταὶ καὶ νὰ ἐκδικηθῶσι τὴν ἀντίζηλον.: [802, 267, 1037, 611]
table-cell-name: Σιδηροδρομικὸν μεταλλικόν: [61, 475, 205, 487]
divider: [1296, 1117, 1540, 1119]
table-row: [60, 577, 298, 589]
table-cell-name: Ἑλληνικὴ Ἡλεκτρικὴ: [61, 446, 169, 458]
table-row: [60, 374, 298, 386]
table-row: [60, 422, 298, 434]
column-2: [310, 162, 544, 2192]
headline-mpalaskes: ΜΠΑΛΑΣΚΕΣ ΟΛΩΝ ΤΩΝ ΣΩΜΑΤΩΝ: [1305, 1054, 1531, 1068]
table-cell-value: 103.—: [264, 374, 297, 386]
table-cell-name: Σιδηρόδρομοι Θεσσαλίας: [61, 338, 190, 350]
headline-mikra-nea: ΜΙΚΡΑ ΝΕΑ: [603, 255, 743, 281]
article-text: τῆς χολέρας καὶ εἰς τὴν Ἑλλάδα. Κατὰ τῆς κατασκηνωτῆς ταύτης τῶν καθηγεσιῶν τοῦ ὑπουργείου τῶν Ἐσωτερικῶν θὰ προκαλέσῃ γνωμοδότησιν τοῦ Ἀστρονομικοῦ περὶ ἐπιβολῆς νέων μέτρων κατὰ τῶν προελεύσεων τοῦ Βρινδησίου.: [310, 162, 544, 255]
divider: [556, 247, 790, 249]
divider: [1296, 1176, 1540, 1178]
headline-skandalon: ΕΝΑ ΣΚΑΝΔΑΛΟΝ: [92, 1141, 266, 1162]
section-loans: ΟΜΟΛΟΓΙΑΙ: [144, 461, 214, 473]
article-text: Ἡ ἐκπληκτικὴ ἐγγλειμμένος καὶ αὐτὰς τῆς πλάκας τοῦ τάφου αὐτοῦ παρατίθεται ἀξία πάσης τιμῆς. Αἰωνία του ἡ μνήμη ἐκ τῶν ἡμετέρων. Ἐν ἄγρα καὶ μ ετανιστάσει.: [556, 474, 790, 540]
ophthalmology-ad: [1296, 361, 1540, 537]
headline-dimosia-theamata: ΔΗΜΟΣΙΑ ΘΕΑΜΑΤΑ: [556, 544, 790, 565]
ad-line: θεραπεύονται ἐν τῇ νέᾳ τελείᾳ Ὀφθαλμολογικῇ κλινικῇ τοῦ ἰδικοῦ ὀφθαλμολόγου: [1314, 405, 1522, 441]
divider: [60, 676, 298, 677]
notice-signature: Ἐκ τοῦ γραφείου τῆς Ἑταιρίας: [587, 1589, 759, 1603]
article-text: Χθεσινὸν τηλεγράφημα πρὸς τὸ ὑπουργεῖον τῶν Ἐσωτερικῶν ἀγγέλλει ὅτι πλεῖστοι κάτοικοι τῆς Ἀλεξανδρείας καὶ τοῦ Καΐρου καταληφθέντες ὑπὸ πανικοῦ ἕνεκα τῆς χολέρας καὶ ὅτι ἤρχισαν ἀναχωροῦντες ἐκεῖθεν. Πολλοὶ τούτων ἀποφεύγοντες τὰς ἐπιδημίας, ὑπὸ τῆς Ἑλληνικῆς Κυβερνήσεως καθιδρύθησαν ὑπὸ τῶν προελεύσεων τῆς Αἰγύπτου μεταβαίνουσι εἰς Βρινδήσιον ἐκεῖθεν δ᾽ ἔρχονται εἰς τὰ διάφορα μέρη τῆς Ἑλλάδος ἢ μεταβαίνουσιν ἀλλαχοῦ.: [60, 1574, 298, 1773]
table-row: [60, 434, 298, 446]
article-text: Ἀναγκαιότατον εἶνε ἐπίσης ἡ πλύσις καὶ αὐστηρὰ καθαριότης τῶν διαφόρων δημοσίων καὶ ἰδιωτικῶν καταστημάτων, τὰ ὁποῖα ὡς ἐκ τῆς ἐπισκεψιμότητος αὐτῶν εἶνε καὶ πολλῶν εἰδῶν ἀκαθαρσιῶν ἀποσπασθέντα, τὰ πολιτικὰ καταστήματα καὶ λοιπὰ καταστήματα.: [310, 1107, 544, 1200]
article-text: Ἡ Τουρκίς εἶνε ἐραστής πολὺ λιγότερον ἀπὸ τὴν εὐρωπαίαν, καὶ ὁ ἔρως της εἶνε πλέον παθητικός· ἀλλὰ δὲν εἶνε ὀλιγότερον ἔντονος, ὅταν ἀνακαλύψῃ τὸ αἴσθημα.: [1049, 1059, 1284, 1125]
section-mark: ×: [914, 780, 925, 794]
table-cell-name: Ἑταιρ. Δημ. καὶ Δημ. Ἔργων: [61, 362, 207, 374]
headline-iatrosynedriou: ΤΟΥ ΙΑΤΡΟΣΥΝΕΔΡΙΟΥ: [342, 292, 512, 308]
newspaper-page: [60, 0, 1540, 2230]
company-shares-table: [60, 302, 298, 458]
table-row: [60, 338, 298, 350]
table-cell-name: Σιδηρόδ. Ἀθηνῶν Πειραιῶς: [61, 314, 200, 326]
divider: [310, 1505, 544, 1507]
article-text: Ἡ Τουρκικὴ κυβέρνησις γνωρίζουσα τὸ τούτων ὅτι — ὑπὸ τὸν ὄρον τῆς γυναικὸς ἐκάστοτε θίγεται ὁ σύζυγος καὶ διὰ τοῦτο ἐπεδίωκε τὴν ὑπὸ τῶν οἰκογενειῶν συζυγικῶν τῶν γυναικῶν ὀρθοτέρων ἐπαγρύπνησιν. Ἡ Τουρκία ἐπιτρέπει τὴν κακοτεχνίαν διὰ τοὺς συζύγους, διότι ἐπὶ τῶν χρόνων τοῦ Σουλτάνου Ἀβδοὺλ Μετζὴτ θὰ ἐπανέλθῃ εἰς τὰ ἔθιμα τῶν χρόνων ἐκείνων.: [802, 797, 1037, 930]
section-mark: ×: [1161, 442, 1172, 456]
table-cell-name: Δάνειον Ἐγγυημένον: [61, 487, 168, 499]
table-cell-name: Ἐπὶ Γερμανίας: [61, 576, 137, 588]
ad-line: Ζητήσατε παρισινὰ καπέλλα: [1344, 1138, 1492, 1150]
divider: [310, 260, 544, 262]
ad-line: εὑρίσκετε εἰς τὸ κατάστημα: [1338, 1073, 1498, 1087]
ad-text: Ἐξακολουθεῖ τὰς ἐργασίας καὶ κατὰ τὰς διακοπάς.: [1296, 859, 1540, 886]
table-cell-value: 3.760.—: [255, 213, 297, 225]
notice-date: Ἐν Ἀθήναις τῇ 16 Ἰουλίου 1902: [584, 1571, 762, 1585]
article-text: Συνεννοοῦνται μάλιστα καὶ ἀπ᾽ εὐθείας μὲ αὐτὸν ὅταν ἦτο δυνατὸν διὰ νεομένων ἀποστείλουν ὁλόκληρον φύλον.: [1049, 614, 1284, 668]
table-row: [60, 326, 298, 338]
ad-text: Ἐνοικιάζεται τὸ ἐπὶ τῆς διασταυρώσεως Πινακωτῶν καὶ Σόλωνος πρώην ξενοδοχεῖον Ἐθνικὴ ξενοδοχεῖον. Πληροφορίαι ὁδὸς Ἱπποκράτους 8.: [1296, 1184, 1540, 1237]
hair-dye-ad: [556, 1711, 790, 1871]
table-cell-name: Ἰονικὴ Τράπεζα: [61, 225, 141, 237]
table-cell-name: Σιδηρ. Πειραιῶς — Λαρίσης: [61, 350, 203, 362]
headline-enoikiazontai: ΕΝΟΙΚΙΑΖΟΝΤΑΙ: [1336, 1241, 1500, 1262]
article-text: νὰ δέχθῇ ἐπειδὴ μεταξὺ τῶν μελῶν τοῦ κομιτάτου τούτου, τὰ ὁποῖα, ὡς γνωστόν, εἶνε διηρημένα. Ἀπὸ τοῦτον ἐξηκολουθοῦν ὑποστηρίζοντα τὸν ἤδη πρόεδρον τοῦ κομιτάτου Μιχαηλόβτζ. ἄλλα δὲ τὸν πρώην πρόεδρον αὐτοῦ Σαράφωφ.: [60, 682, 298, 789]
article-text: ΝΕΑΠΟΛΕΩΣ. Νέον πλεῖον ἔργον ἀναδίδει ἀπόψε ὁ Χαμμπές θίασος Νικολάου. Ἕνα χορτογράφου παρασταθέντος ὑπὸ τοῦ κ. Μιχ. Γιαννοπούλου μὲ χορογραφίας ὑπὸ τοῦ κ. Δ. Ἐπινέκη, τὰ ὁποῖα θὰ ἀρέσωσιν πολύ. Ἐπίσης θὰ παιχθῇ καὶ ἡ μονόπρακτος κωμῳδία τοῦ κ. Μιχαὴλ Ἀννίνου «Ἠσχαλπαδπιστεία». Προηγεῖται: Ἀνθρωποπλήθεια.: [556, 569, 790, 702]
ad-line: Ἀγγελία: [1392, 709, 1444, 723]
subhead-oikimata: ΤΑ ΟΙΚΗΜΑΤΑ: [383, 849, 471, 861]
headline-nea-krousmata: ΝΕΑ ΚΡΟΥΣΜΑΤΑ: [125, 1373, 233, 1385]
table-cell-value: 109.—: [264, 302, 297, 314]
section-mark: ×: [1161, 516, 1172, 530]
article-text: Καθ᾽ ὅσον ἀφορᾶ τὰ θρησκευτικὰ τῶν καθηκόντων, πολλαὶ εὐσεβεῖς καὶ κοσμοπολίτιδες γυναῖκες δὲν προσεύχονται τὴν ἡμέραν ὁλόκληρον ὅπως ὁ Κοράνιον διατάσσει, ἀλλὰ μόνον τὰς ἐπισήμους ἑορτάς.: [1049, 533, 1284, 613]
table-cell-name: Ἐθ. Τράπεζα τῆς Ἑλλάδος . Δρ.: [61, 213, 220, 225]
fx-header: Πρόψημαρ: [195, 528, 250, 540]
list-item: Ζ΄) Καυσίμου ὕλης.: [586, 1367, 695, 1381]
column-divider: [304, 162, 305, 2192]
article-text: Ὁ Σουλτάνος συνιστᾷ ὅτι ὁ Πρίγκηψ νὰ παραλάβῃ τὴν Σμυρναίαν τὰ ὁποῖα αὐτὴ μόνη ἀπέφυγε τὰ ζηλοτυπήματα.: [802, 612, 1037, 653]
article-text: Τὸ Μοῦσα τοῦ πίνακος, πολλάκις ἐμφανίζεται ὅπως προσέφερε τὸ τουρκικὸν τριαντάφυλλον. Ὁ μόνος τρόπος ὅπως ἀποδώσει τὴν παρουσίαν του εἶνε νὰ ἀπορρίψωσι τὸ ἄνθος εἰς τὸ ἔδαφος καὶ νὰ ἐκτελέσωσιν τὴν ἐπιθυμίαν του.: [1049, 883, 1284, 976]
table-row: [60, 273, 298, 285]
masthead-rule-thin: [60, 157, 1540, 158]
headline-cholera: Η ΧΟΛΕΡΑ: [115, 1324, 243, 1350]
article-text: Ὁ πρίγκηψ Βαλδεμάρ ἐνεκα προσφάτου πένθους δὲν παρεκάθησεν εἰς τὸ γεῦμα, ἐπισκέφθη ὅμως τὸ πλοῖον, καὶ ἐξέφρασεν τὴν εὐχαριστίαν του διὰ τὴν διαχείρισιν τῶν Ναυτικῶν, ὁ ὁποῖος καὶ πρόπιεν ὑπὲρ τοῦ Βασιλέως Γεωργίου. Ὁ κ. Γκίνης προπίνει πρὸς τὸ Δανικὸν Ναυτικὸν καὶ ὑπὲρ τῆς φιλίας τοῦ Ἑλληνικοῦ.: [310, 1831, 544, 1951]
ad-brand: LAVILLE: [1368, 1150, 1468, 1170]
headline-psara: ΤΑ ΨΑΡΑ: [372, 1512, 482, 1538]
article-text: Ἐδῶ τὴν Βρωμοκίναν ἀνεφάνησαν νέαι συμμορίαι, τῆς ὁποίας τὰ ἀποσπάσματα τῶν διαταγῶν ἐρημοῦσι.: [60, 1019, 298, 1060]
headline-nomikon: ΝΟΜΙΚΟΝ ΦΡΟΝΤΙΣΤΗΡΙΟΝ: [1296, 784, 1540, 805]
headline-egypt: ΕΙΣ ΤΗΝ ΑΙΓΥΠΤΟΝ: [105, 1354, 253, 1370]
article-text: Τρίτον μέτρον ἀναγκαιότατον συνιστᾷ τὸ Ἰατροσυνέδριον τὴν καθαριότητα καὶ ἀερισμὸν τῶν οἰκημάτων, ἰδίως ἐν τοῖς ὑπογείοις διαμερίσμασι καὶ διαμονῆς εἰς δ-θηναίου. Τοιαῦτα εἶνε π.χ. αἱ καπνικαὶ τῶν ὑποδηματοποιεῖων καὶ ἄλλα μέρη, ὡς ἐπίσης αἱ στεναὶ ὁδοὶ καὶ πνιγηρὰ χαμόσπιτα.: [310, 863, 544, 970]
table-row: [60, 302, 298, 314]
table-cell-value: 83.25: [268, 499, 297, 511]
list-item: Γ΄) Ἐλαίου Πάντοπωλείου.: [586, 1328, 739, 1342]
table-cell-name: Ἑταιρεία Ἀνθρακωρυχείων: [61, 398, 199, 410]
section-mark: ×: [914, 1290, 925, 1304]
article-text: ΑΛΑΜΠΡΑ. Σερπεντίνε. Κινηματογράφος. Τραγουδακια. Τὸ Κολεζεῖε, μὲ Τερζοπέλλα κτλ.: [556, 814, 790, 855]
market-date: ΤΡΙΤΗ 16 Ἰουλίου: [125, 184, 233, 195]
article-text: νεται ἐπιεικὴς πρὸς τὰς ἀδυναμίας τοῦ ἀσθενοῦς φύλου.: [802, 220, 1037, 247]
ad-address: 7—ὁδὸς Μαυτζάρου—7: [1352, 889, 1484, 903]
article-text: Τὸ τουρκικὸν χαρέμιον ἦτο ἡ πλέον μεγάλη πρόοδος καὶ ἐλευθέρας τῆς Τουρκίας, καὶ εὕρισκε κανεὶς τὴν ἐπαρκείαν ἑξῆς πληροφοριῶν.: [1049, 385, 1284, 438]
table-row: [60, 553, 298, 565]
fx-header: [60, 529, 179, 541]
table-cell-value: 441.—: [264, 422, 297, 434]
table-row: [60, 589, 298, 601]
article-text: Πρὸς τοῦτο τὸ Ἰατροσυνέδριον συνέταξεν ἔγγραφον εἰς τὸ ὁποῖον ἐν γένει, γραμματεῖ ὑποδείκνυσι τὰ ἀρμόζοντα μέτρα καὶ κοινοποιεῖ εἰς τὸν ὑπουργὸν τῶν Ἐσωτερικῶν καὶ τὴν στρατιὰ προσοχῇ τῶν ἀρμοδίων Ἀρχῶν.: [310, 459, 544, 539]
ad-text: Σπεύσατε διὰ τὰ ἐν ἀκριβία εὐκαιρίαις.: [566, 2062, 789, 2076]
list-item: Ε΄) Λαχανικῶν καὶ ὀπωρικῶν.: [586, 1354, 756, 1368]
article-text: ΦΑΛΗΡΟΥ. Τὸ τρίπρακτον κωμειδύλλιον «Ἐκλογαὶ» ἐν ἀπολυτωτίλῃ.: [556, 744, 790, 785]
table-cell-value: 26.—: [271, 362, 297, 374]
ad-line: ΤΟ ΠΛΟΥΣΙΩΤΕΡΟΝ: [1380, 1977, 1399, 2150]
column-3: [556, 162, 790, 2192]
table-cell-value: 213.—: [264, 386, 297, 398]
subhead-patrikios: ΤΙ ΛΕΓΕΙ Ο κ. ΠΑΤΡΙΚΙΟΣ: [348, 1201, 506, 1213]
table-cell-name: Τραπεζ. Μεταλλ.: [61, 273, 148, 285]
column-divider: [1290, 162, 1291, 2192]
article-text: Μετὰ τὸ Βάλη συνεννοοῦνται οἱ ἐπίσκοποι τῆς Μακεδονίας διὰ τὴν καταδίωξιν τῶν Βουλγάρων, παντοτροπῶς καὶ κουργούντων κατὰ τῶν χριστιανῶν.: [60, 1061, 298, 1128]
section-mark: ×: [914, 1135, 925, 1149]
table-cell-value: 162.25: [262, 249, 297, 261]
article-text: Ἐπίσης ἀναγκαιότατος ὅρος διὰ τὴν ὑγείαν τῆς πόλεως εἶνε κατὰ τὴν γνώμην τοῦ Ἰατροσυνεδρίου ἡ πλειστηριασμὸς καθαριότητος τῶν ῥείθρων, ἐξ οὗ εὐκολύνονται τῶν ἀκαθαρσιῶν καὶ διάρκειας πάντων. Ταῦτα δέονται πάντοτε ἐπαρκοῦσ ἐπιμελῶς διατρεῖσθαι ἀνὰ διαστήματα ὀλίγων ἡμερῶν.: [310, 985, 544, 1091]
table-cell-value: 477.—: [264, 225, 297, 237]
article-text: Χθὲς τὴν ἑσπέραν ἐλήφθη ἐξ Ἀλεξανδρείας τηλεγράφημα τοῦ κ. Σπανόπουλου ἀγγέλλοντος ὅτι εἰς τὸ νοσοκομεῖον τοῦ Καΐρου εἰσήχθησαν 14 πάσχοντες ἐκ χολέρας, ὅτι ἐντὸς τοῦ νοσοκομείου ἐσημειώθησαν 8 θάνατοι καὶ 27 ἐκτὸς αὐτοῦ.: [60, 1387, 298, 1480]
article-text: Δεύτερον ἐπίσης ἀποφασίζεται διὰ τὴν ὑγείαν τῆς πόλεως μέτρον προτείνει τὸ Ἰατροσυνέδριον τὴν αὐστηρὰν καθαριότητα τῶν ἀποπάτων καὶ διατηρουμένων ὡς αὐτῶν, ἰδίως ἐν ταῖς συνοικίαις, ἐν ταῖς ἀγυιαῖς καὶ ἀλλαχοῦ τῶν πολλῶν ἑστιατορίων, ξενοδοχείων, καφενείων καὶ βιομηχανικῶν καταστημάτων. Ἡ πλύσις τῶν ἀποπάτων τούτων δέον νὰ γίνεται συνεχῶς δι᾽ ἀσβέστου, ὥστε νὰ μὴ μεταδίδωνται μολύσματα.: [310, 689, 544, 848]
divider: [556, 2099, 790, 2100]
section-mark: ×: [914, 1391, 925, 1405]
table-cell-value: 194.50: [214, 576, 250, 588]
section-banks: ΜΕΤΟΧΑΙ ΤΡΑΠΕΖΩΝ: [117, 199, 241, 210]
table-cell-name: Μεταλλουργεῖον Λαυρίου . Δρ.: [61, 302, 218, 314]
article-text: Ἀλλ᾽ ἡ πρωτεύουσα δὲν ἔχει μόνον τοιαῦτα μυστήρια, διότι ὁ μέγας ἀριθμὸς τῶν ἐκεῖ ξένων, ὅπου διὰ τῆς ἐπαφῆς διαδίδονται καὶ αἱ ἐκ τῆς Εὐρώπης ἰδέαι, ἐνεπλάσθησαν εἰς τὴν ἀναμόρφωσιν τῶν ἐθίμων.: [802, 1152, 1037, 1232]
prix-fixe-sign: PRIX FIXE: [1457, 1810, 1504, 1852]
headline-dioikitikon: ΤΟ ΔΙΟΙΚΗΤΙΚΟΝ ΣΥΜΒΟΥΛΙΟΝ: [567, 1080, 779, 1092]
article-text: Προφανὴς εἶνε λοιπὸν ὁ μέγας κίνδυνος τῆς μεταδόσεως: [60, 1775, 298, 1802]
article-text: — Τὸ Βρινδήσιον τί θὰ γίνῃ; — Ἡμεῖς ὡς πρῶτον ὅτι ἀπειλεῖται τὸ ξένο τῶν ἀνθρώπων ἐκ τοῦ χώρου. Εἰς τὸ Βρινδήσιον κατέχομεν τὴν ἀπάντησιν, διότι εἶνε εὔκολον νὰ ἐκναγρεύσῃ.: [310, 1432, 544, 1499]
table-cell-value: 165.75: [262, 564, 297, 576]
section-fx: ΣΥΝΑΛΛΑΓΜΑΤΑ: [131, 514, 227, 526]
